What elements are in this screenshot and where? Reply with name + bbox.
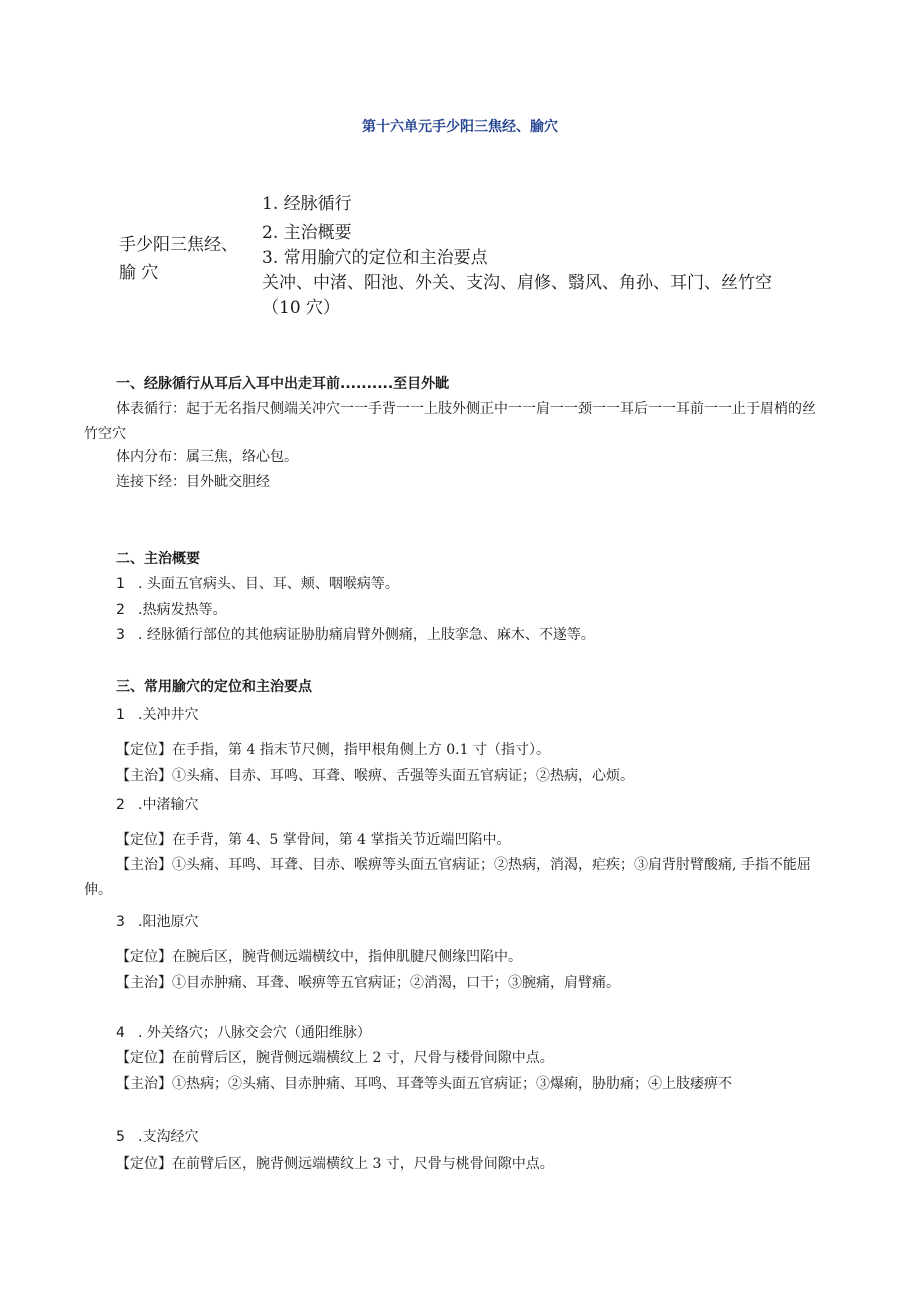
internal-distribution: 体内分布：属三焦，络心包。 — [116, 449, 298, 465]
acupoint-indication: 【主治】①热病；②头痛、目赤肿痛、耳鸣、耳聋等头面五官病证；③爆痢，胁肋痛；④上肢痿痹不 — [116, 1076, 732, 1092]
acupoint-indication: 【主治】①头痛、目赤、耳鸣、耳聋、喉痹、舌强等头面五官病证；②热病，心烦。 — [116, 768, 634, 784]
list-number: 1 — [116, 576, 125, 592]
list-number: 2 — [116, 602, 125, 618]
acupoint-name: . 外关络穴；八脉交会穴（通阳维脉） — [138, 1025, 371, 1041]
acupoint-indication — [84, 853, 824, 903]
acupoint-name: .支沟经穴 — [138, 1129, 199, 1145]
connection-line: 连接下经：目外眦交胆经 — [116, 474, 270, 490]
surface-course-paragraph — [84, 397, 824, 447]
section-heading: 三、常用腧穴的定位和主治要点 — [116, 679, 312, 695]
summary-label-line: 腧 穴 — [119, 263, 159, 283]
page-title: 第十六单元手少阳三焦经、腧穴 — [362, 119, 558, 135]
list-text: . 头面五官病头、目、耳、颊、咽喉病等。 — [138, 576, 399, 592]
list-number: 3 — [116, 914, 125, 930]
list-number: 3 — [116, 627, 125, 643]
list-number: 5 — [116, 1129, 125, 1145]
acupoint-name: .中渚输穴 — [138, 797, 199, 813]
acupoint-title — [116, 1022, 371, 1042]
summary-label-line: 手少阳三焦经、 — [119, 235, 238, 255]
outline-item: 3. 常用腧穴的定位和主治要点 — [262, 248, 488, 268]
acupoint-indication-text: 【主治】①头痛、耳鸣、耳聋、目赤、喉痹等头面五官病证；②热病，消渴，疟疾；③肩背肘臂酸痛, 手指不能屈伸。 — [84, 857, 811, 898]
acupoint-title — [116, 1126, 198, 1146]
summary-outline — [262, 192, 832, 321]
acupoint-location: 【定位】在前臂后区，腕背侧远端横纹上 3 寸，尺骨与桃骨间隙中点。 — [116, 1156, 554, 1172]
outline-item: 1. 经脉循行 — [262, 194, 352, 214]
acupoint-location: 【定位】在前臂后区，腕背侧远端横纹上 2 寸，尺骨与楼骨间隙中点。 — [116, 1050, 554, 1066]
section-heading: 一、经脉循行从耳后入耳中出走耳前..........至目外眦 — [116, 376, 450, 392]
list-item — [116, 599, 226, 619]
summary-meridian-label — [119, 231, 259, 287]
list-item — [116, 573, 399, 593]
list-item — [116, 624, 595, 644]
acupoint-location: 【定位】在手指，第 4 指末节尺侧，指甲根角侧上方 0.1 寸（指寸）。 — [116, 742, 550, 758]
outline-item: （10 穴） — [262, 298, 341, 318]
section-heading: 二、主治概要 — [116, 551, 200, 567]
acupoint-title — [116, 704, 198, 724]
acupoint-location: 【定位】在腕后区，腕背侧远端横纹中，指伸肌腱尺侧缘凹陷中。 — [116, 949, 522, 965]
outline-item: 关冲、中渚、阳池、外关、支沟、肩修、翳风、角孙、耳门、丝竹空 — [262, 273, 772, 293]
list-number: 1 — [116, 707, 125, 723]
outline-item: 2. 主治概要 — [262, 223, 352, 243]
acupoint-location: 【定位】在手背，第 4、5 掌骨间，第 4 掌指关节近端凹陷中。 — [116, 832, 511, 848]
acupoint-name: .关冲井穴 — [138, 707, 199, 723]
list-number: 2 — [116, 797, 125, 813]
acupoint-name: .阳池原穴 — [138, 914, 199, 930]
list-number: 4 — [116, 1025, 125, 1041]
list-text: . 经脉循行部位的其他病证胁肋痛肩臂外侧痛，上肢挛急、麻木、不遂等。 — [138, 627, 595, 643]
acupoint-title — [116, 911, 198, 931]
surface-course-text: 体表循行：起于无名指尺侧端关冲穴一一手背一一上肢外侧正中一一肩一一颈一一耳后一一耳前一一止于眉梢的丝竹空穴 — [84, 401, 816, 442]
acupoint-title — [116, 794, 198, 814]
list-text: .热病发热等。 — [138, 602, 227, 618]
acupoint-indication: 【主治】①目赤肿痛、耳聋、喉痹等五官病证；②消渴，口干；③腕痛，肩臂痛。 — [116, 975, 620, 991]
